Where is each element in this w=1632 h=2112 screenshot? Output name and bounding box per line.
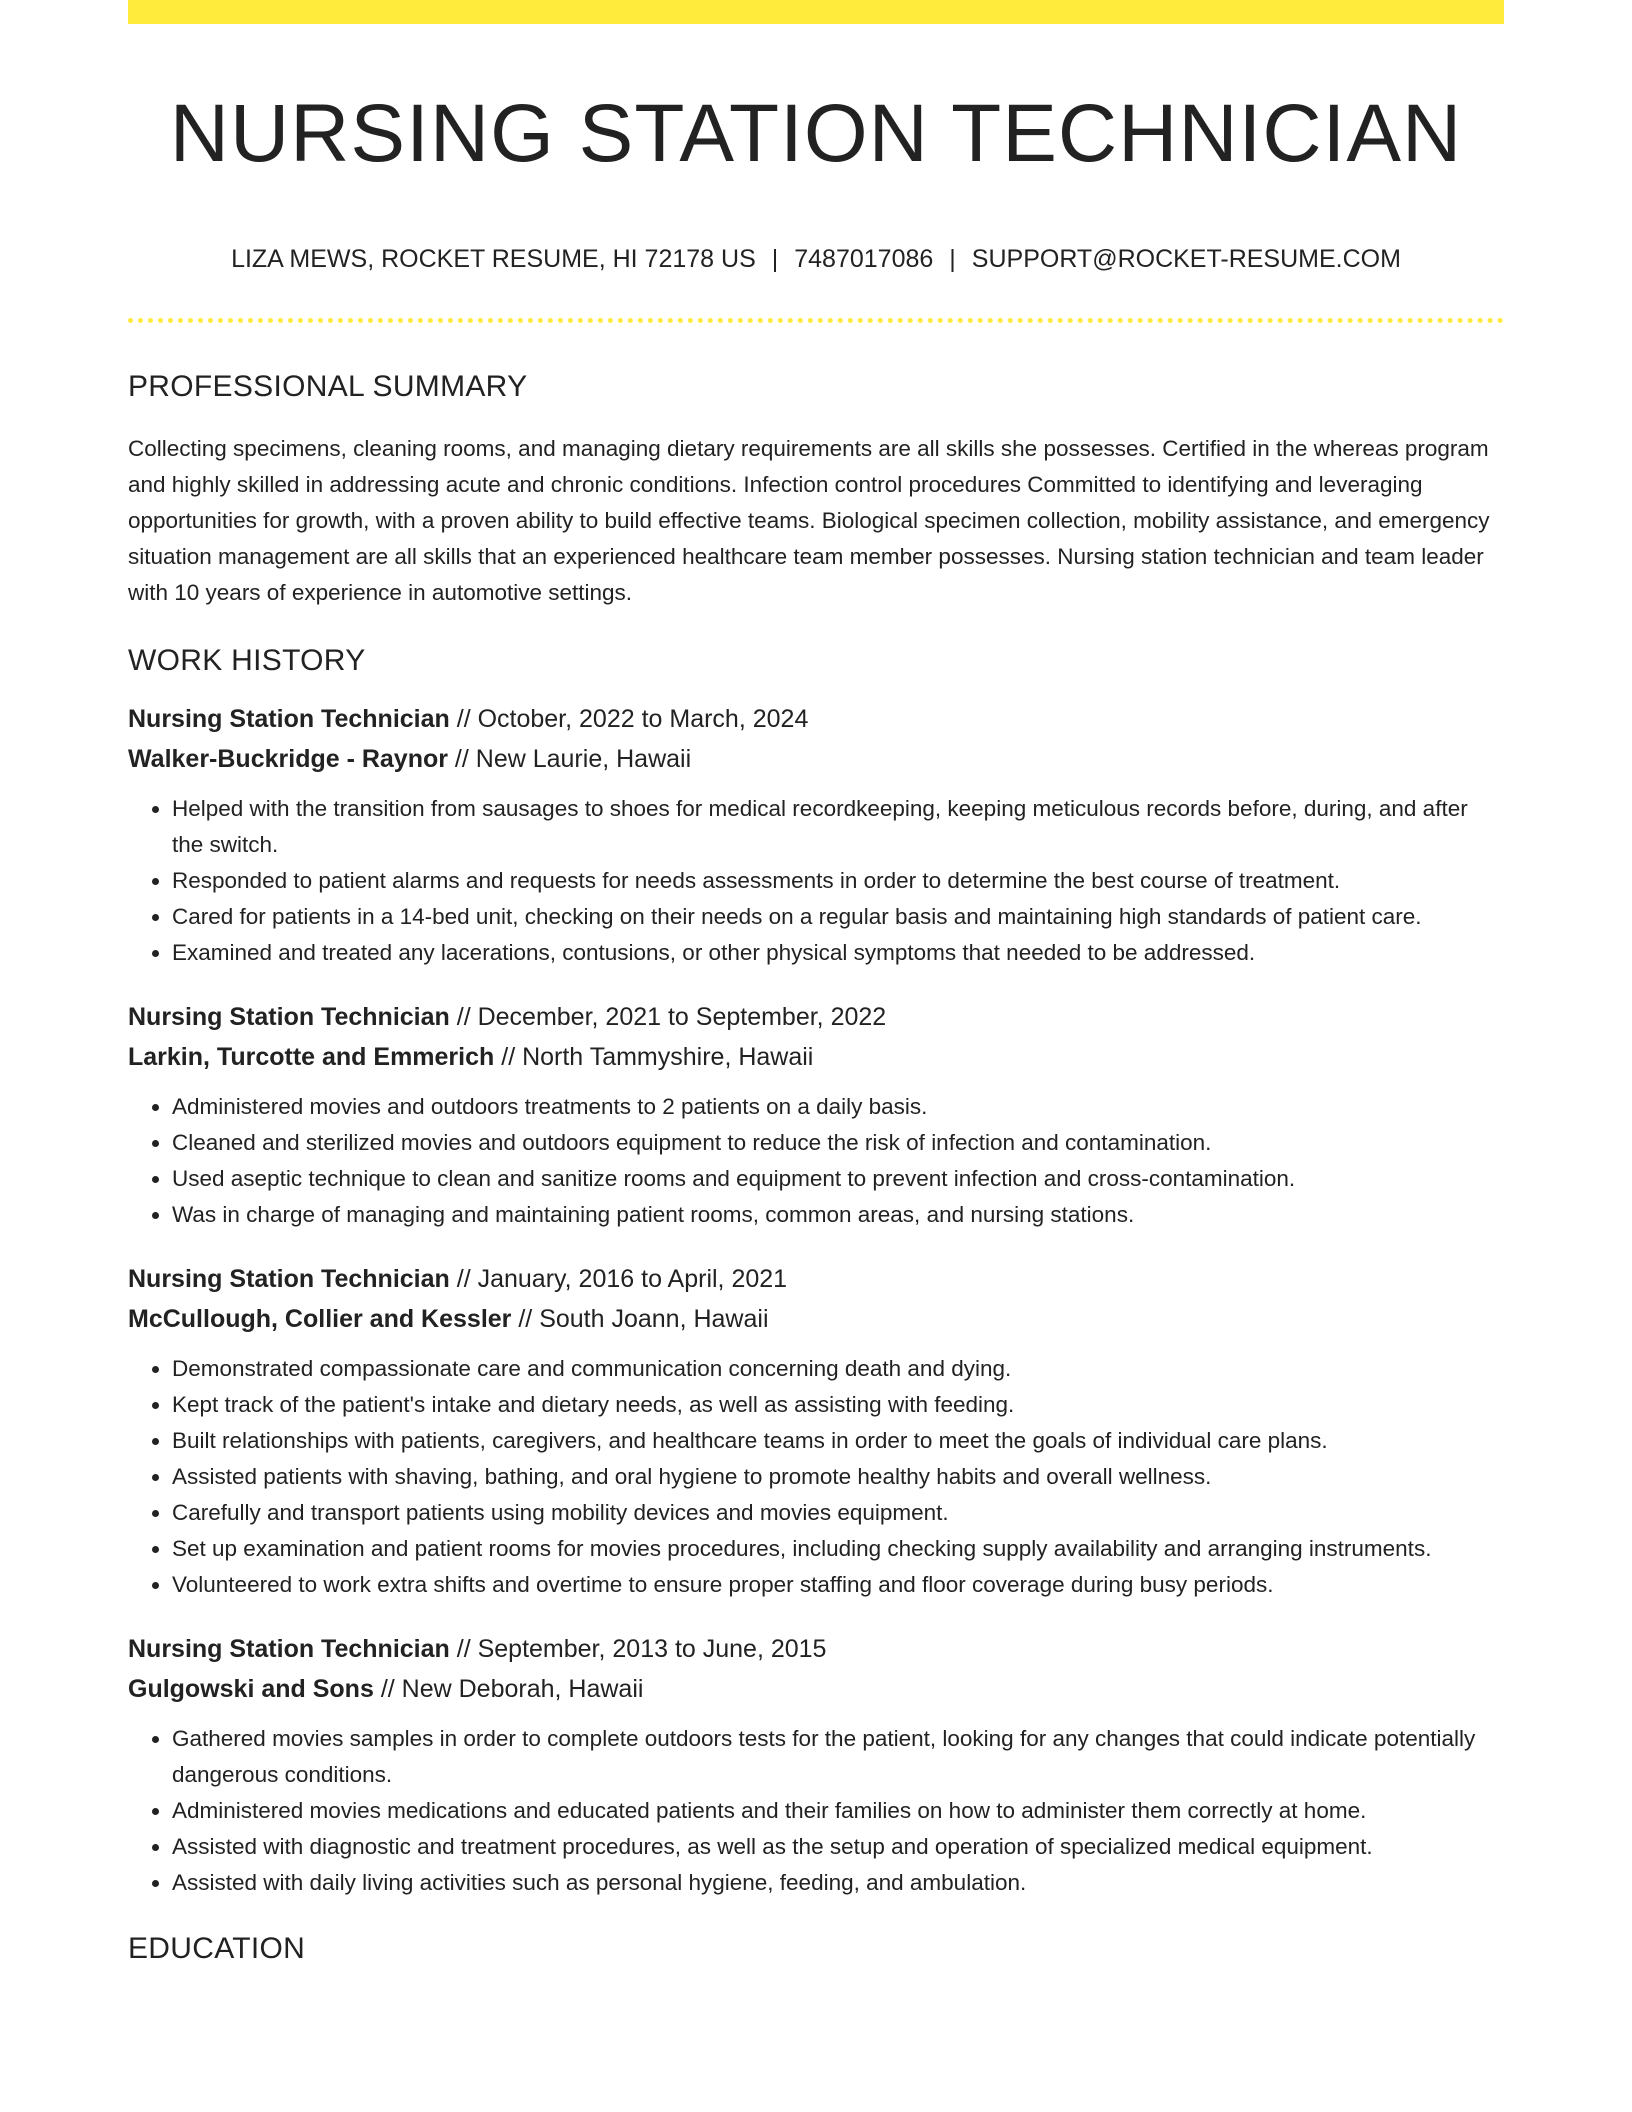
job-title: Nursing Station Technician	[128, 1635, 450, 1663]
job-entry	[128, 699, 1504, 971]
page-title: NURSING STATION TECHNICIAN	[169, 88, 1463, 179]
contact-separator: |	[771, 245, 779, 273]
job-bullet: • Demonstrated compassionate care and communication concerning death and dying.	[172, 1351, 1504, 1387]
job-bullet: • Assisted patients with shaving, bathing, and oral hygiene to promote healthy habits and overall wellness.	[172, 1459, 1504, 1495]
job-bullet: • Was in charge of managing and maintaining patient rooms, common areas, and nursing stations.	[172, 1197, 1504, 1233]
job-entry	[128, 1629, 1504, 1901]
job-bullet: • Cared for patients in a 14-bed unit, checking on their needs on a regular basis and maintaining high standards of patient care.	[172, 899, 1504, 935]
top-accent-bar	[128, 0, 1504, 24]
work-history-heading: WORK HISTORY	[128, 644, 366, 677]
job-bullet: • Administered movies and outdoors treatments to 2 patients on a daily basis.	[172, 1089, 1504, 1125]
job-location: // North Tammyshire, Hawaii	[494, 1043, 814, 1071]
contact-line	[128, 242, 1504, 276]
job-title: Nursing Station Technician	[128, 1003, 450, 1031]
dotted-divider	[128, 318, 1504, 323]
job-company: Larkin, Turcotte and Emmerich	[128, 1043, 495, 1071]
job-bullet: • Assisted with daily living activities such as personal hygiene, feeding, and ambulation.	[172, 1865, 1504, 1901]
resume-page	[128, 0, 1504, 1969]
job-title: Nursing Station Technician	[128, 1265, 450, 1293]
job-company: Gulgowski and Sons	[128, 1675, 374, 1703]
job-company-line	[128, 739, 1504, 779]
contact-address: LIZA MEWS, ROCKET RESUME, HI 72178 US	[231, 245, 756, 273]
job-bullet: • Cleaned and sterilized movies and outdoors equipment to reduce the risk of infection and contamination.	[172, 1125, 1504, 1161]
contact-separator: |	[949, 245, 956, 273]
job-entry	[128, 997, 1504, 1233]
job-bullet: • Set up examination and patient rooms for movies procedures, including checking supply availability and arranging instruments.	[172, 1531, 1504, 1567]
job-bullet: • Kept track of the patient's intake and dietary needs, as well as assisting with feeding.	[172, 1387, 1504, 1423]
job-dates: // December, 2021 to September, 2022	[449, 1003, 887, 1031]
job-bullet: • Carefully and transport patients using mobility devices and movies equipment.	[172, 1495, 1504, 1531]
job-bullet: • Helped with the transition from sausages to shoes for medical recordkeeping, keeping meticulous records before, during, and after the switch.	[172, 791, 1504, 863]
summary-heading: PROFESSIONAL SUMMARY	[128, 370, 528, 403]
contact-phone: 7487017086	[794, 245, 934, 273]
job-company: McCullough, Collier and Kessler	[128, 1305, 512, 1333]
job-location: // New Laurie, Hawaii	[447, 745, 692, 773]
job-bullet: • Volunteered to work extra shifts and overtime to ensure proper staffing and floor coverage during busy periods.	[172, 1567, 1504, 1603]
job-location: // New Deborah, Hawaii	[373, 1675, 644, 1703]
job-bullet: • Administered movies medications and educated patients and their families on how to administer them correctly at home.	[172, 1793, 1504, 1829]
job-dates: // January, 2016 to April, 2021	[449, 1265, 788, 1293]
job-bullets	[128, 1351, 1504, 1603]
job-company: Walker-Buckridge - Raynor	[128, 745, 448, 773]
job-company-line	[128, 1299, 1504, 1339]
job-bullet: • Examined and treated any lacerations, contusions, or other physical symptoms that needed to be addressed.	[172, 935, 1504, 971]
job-bullets	[128, 1721, 1504, 1901]
job-bullets	[128, 1089, 1504, 1233]
job-bullet: • Used aseptic technique to clean and sanitize rooms and equipment to prevent infection and cross-contamination.	[172, 1161, 1504, 1197]
contact-email: SUPPORT@ROCKET-RESUME.COM	[971, 245, 1401, 273]
education-heading: EDUCATION	[128, 1932, 306, 1965]
job-company-line	[128, 1037, 1504, 1077]
job-bullet: • Assisted with diagnostic and treatment procedures, as well as the setup and operation of specialized medical equipment.	[172, 1829, 1504, 1865]
job-title-line	[128, 1259, 1504, 1299]
job-entry	[128, 1259, 1504, 1603]
summary-text: Collecting specimens, cleaning rooms, and managing dietary requirements are all skills she possesses. Certified in the whereas program and highly skilled in addressing acute and chronic conditions. Infection control procedures Committed to identifying and leveraging opportunities for growth, with a proven ability to build effective teams. Biological specimen collection, mobility assistance, and emergency situation management are all skills that an experienced healthcare team member possesses. Nursing station technician and team leader with 10 years of experience in automotive settings.	[128, 436, 1490, 605]
job-dates: // October, 2022 to March, 2024	[449, 705, 809, 733]
job-dates: // September, 2013 to June, 2015	[449, 1635, 827, 1663]
job-title: Nursing Station Technician	[128, 705, 450, 733]
job-location: // South Joann, Hawaii	[511, 1305, 769, 1333]
job-title-line	[128, 997, 1504, 1037]
job-title-line	[128, 699, 1504, 739]
job-bullet: • Gathered movies samples in order to complete outdoors tests for the patient, looking for any changes that could indicate potentially dangerous conditions.	[172, 1721, 1504, 1793]
job-bullets	[128, 791, 1504, 971]
job-title-line	[128, 1629, 1504, 1669]
work-history-list	[128, 699, 1504, 1901]
job-company-line	[128, 1669, 1504, 1709]
job-bullet: • Responded to patient alarms and requests for needs assessments in order to determine the best course of treatment.	[172, 863, 1504, 899]
job-bullet: • Built relationships with patients, caregivers, and healthcare teams in order to meet the goals of individual care plans.	[172, 1423, 1504, 1459]
